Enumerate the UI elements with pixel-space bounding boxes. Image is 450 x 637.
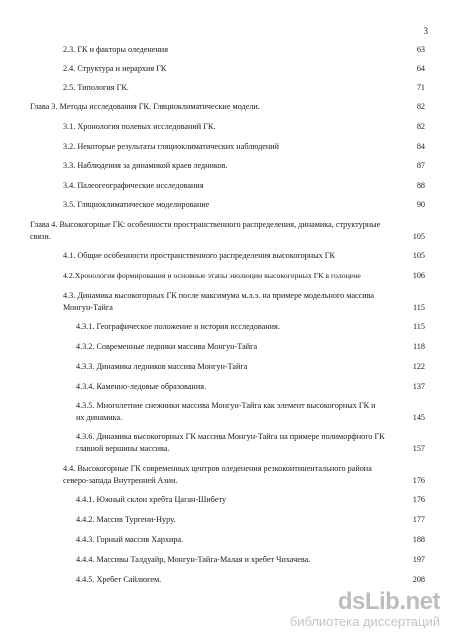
toc-entry-title: 4.4.1. Южный склон хребта Цаган-Шибету	[76, 495, 227, 504]
toc-entry-title: 2.3. ГК и факторы оледенения	[63, 45, 168, 54]
toc-entry	[63, 63, 425, 75]
toc-entry	[63, 180, 425, 192]
toc-entry	[76, 361, 425, 373]
toc-entry-page: 118	[413, 342, 425, 351]
toc-entry-page: 177	[412, 515, 425, 524]
toc-entry-title: 2.5. Типология ГК.	[63, 83, 129, 92]
toc-entry	[76, 534, 425, 546]
toc-entry	[76, 321, 425, 333]
toc-entry-title: 4.4.5. Хребет Сайлюгем.	[76, 575, 162, 584]
toc-entry-page: 208	[412, 575, 425, 584]
toc-entry-title: 4.3.3. Динамика ледников массива Монгун-Тайга	[76, 362, 248, 371]
toc-entry-page: 157	[412, 444, 425, 453]
toc-entry	[76, 574, 425, 586]
toc-entry-page: 145	[412, 413, 425, 422]
toc-entry	[63, 121, 425, 133]
toc-entry	[63, 250, 425, 262]
toc-entry	[76, 381, 425, 393]
toc-entry-title: 3.1. Хронология полевых исследований ГК.	[63, 122, 216, 131]
toc-entry-title: 4.3.4. Каменно-ледовые образования.	[76, 382, 207, 391]
toc-entry-page: 105	[412, 251, 425, 260]
toc-entry-title: 4.4. Высокогорные ГК современных центров оледенения резкоконтинентального района северо-запада Внутренней Азии.	[63, 464, 372, 485]
page-number: 3	[423, 26, 428, 36]
toc-entry	[76, 341, 425, 353]
toc-entry-title: 4.4.3. Горный массив Хархира.	[76, 535, 184, 544]
toc-entry	[76, 514, 425, 526]
toc-entry-title: 4.3. Динамика высокогорных ГК после максимума м.л.э. на примере модельного массива Монгун-Тайга	[63, 291, 375, 312]
toc-entry	[63, 82, 425, 94]
toc-entry-page: 115	[413, 303, 425, 312]
watermark-logo-tld: net	[405, 588, 440, 615]
toc-entry-page: 82	[416, 102, 425, 111]
toc-entry	[63, 290, 425, 314]
toc-entry-title: 4.4.4. Массивы Талдуайр, Монгун-Тайга-Малая и хребет Чихачева.	[76, 555, 311, 564]
toc-entry	[63, 44, 425, 56]
toc-entry-page: 115	[413, 322, 425, 331]
toc-entry-title: 4.4.2. Массив Тургени-Нуру.	[76, 515, 176, 524]
toc-entry-page: 188	[412, 535, 425, 544]
toc-entry	[63, 270, 425, 282]
toc-entry-page: 88	[416, 181, 425, 190]
toc-entry	[63, 141, 425, 153]
toc-entry-page: 71	[416, 83, 425, 92]
toc-entry	[30, 219, 425, 243]
toc-entry-page: 82	[416, 122, 425, 131]
toc-entry-title: 3.4. Палеогеографические исследования	[63, 181, 204, 190]
toc-entry-title: Глава 4. Высокогорные ГК: особенности пространственного распределения, динамика, структурные связи.	[30, 220, 381, 241]
toc-entry-page: 64	[416, 64, 425, 73]
watermark-logo	[290, 590, 440, 614]
toc-entry-title: 3.2. Некоторые результаты гляциоклиматических наблюдений	[63, 142, 280, 151]
toc-entry-page: 137	[412, 382, 425, 391]
watermark	[290, 590, 440, 629]
watermark-logo-main: dsLib	[337, 588, 400, 615]
toc-entry-title: 4.2.Хронология формирования и основные этапы эволюции высокогорных ГК в голоцене	[63, 271, 361, 280]
toc-entry-title: 4.3.6. Динамика высокогорных ГК массива Монгун-Тайга на примере полиморфного ГК главной вершины массива.	[76, 432, 385, 453]
toc-entry	[63, 463, 425, 487]
toc-entry	[30, 101, 425, 113]
toc-entry-page: 63	[416, 45, 425, 54]
toc-entry-title: 4.3.2. Современные ледники массива Монгун-Тайга	[76, 342, 258, 351]
toc-entry-title: 4.3.1. Географическое положение и история исследования.	[76, 322, 280, 331]
toc-entry	[76, 494, 425, 506]
toc-entry-title: 4.1. Общие особенности пространственного распределения высокогорных ГК	[63, 251, 335, 260]
toc-entry-title: 2.4. Структура и иерархия ГК	[63, 64, 167, 73]
toc-entry-page: 87	[416, 161, 425, 170]
toc-entry-page: 90	[416, 200, 425, 209]
toc-entry	[76, 554, 425, 566]
toc-entry-page: 84	[416, 142, 425, 151]
watermark-subtitle: библиотека диссертаций	[289, 614, 440, 629]
toc-entry-title: 3.3. Наблюдения за динамикой краев ледников.	[63, 161, 228, 170]
toc-entry-page: 122	[412, 362, 425, 371]
toc-entry	[63, 199, 425, 211]
toc-entry	[76, 400, 425, 424]
toc-entry-title: 4.3.5. Многолетние снежники массива Монгун-Тайга как элемент высокогорных ГК и их динамика.	[76, 401, 376, 422]
toc-entry-page: 106	[412, 271, 425, 280]
toc-entry-page: 105	[412, 232, 425, 241]
toc-entry-title: 3.5. Гляциоклиматическое моделирование	[63, 200, 210, 209]
toc-entry	[76, 431, 425, 455]
toc-entry-page: 197	[412, 555, 425, 564]
toc-entry-page: 176	[412, 495, 425, 504]
toc-entry-page: 176	[412, 476, 425, 485]
toc-entry-title: Глава 3. Методы исследования ГК. Гляциоклиматические модели.	[30, 102, 260, 111]
watermark-logo-dot: .	[399, 588, 406, 615]
toc-entry	[63, 160, 425, 172]
